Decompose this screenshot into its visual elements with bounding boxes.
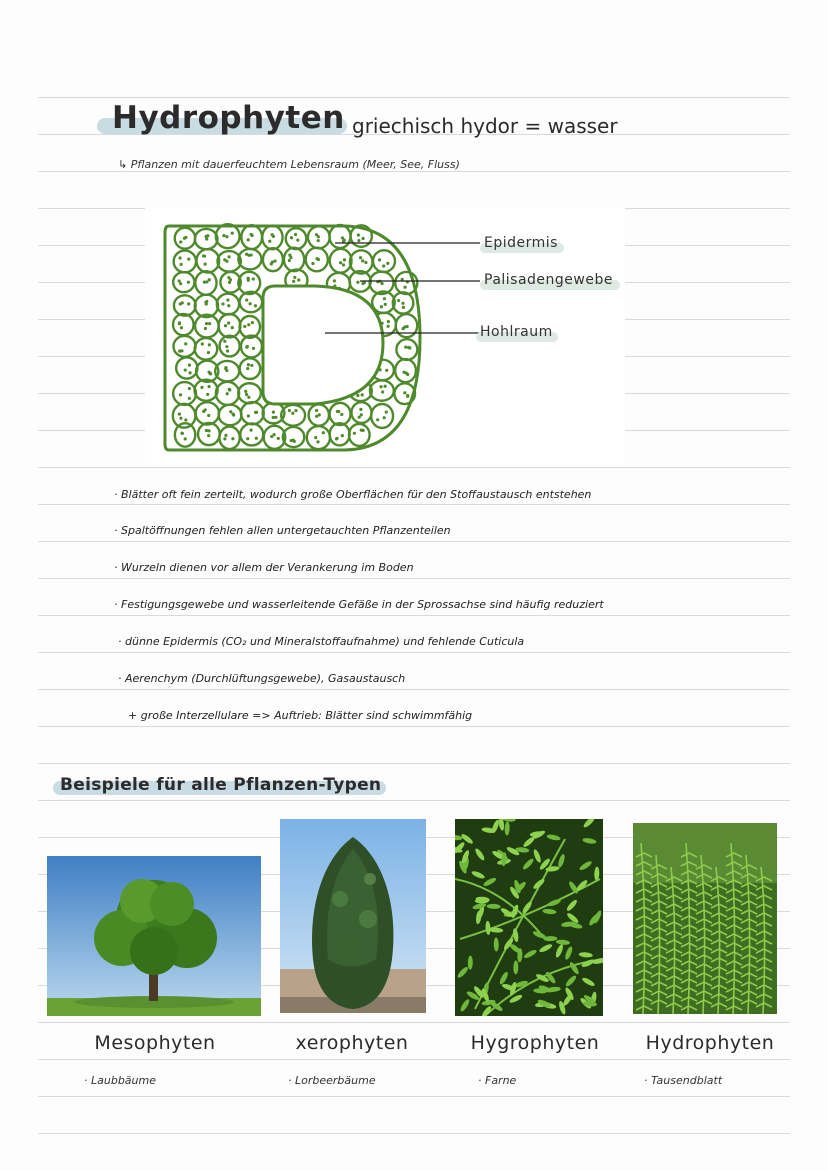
plant-cell — [196, 402, 219, 424]
chloroplast — [179, 417, 182, 420]
chloroplast — [208, 371, 211, 374]
plant-type-name: xerophyten — [295, 1032, 409, 1054]
plant-cell — [219, 426, 239, 449]
plant-cell — [173, 272, 194, 292]
plant-cell — [173, 382, 196, 405]
chloroplast — [184, 368, 187, 371]
chloroplast — [383, 297, 386, 300]
chloroplast — [205, 322, 208, 325]
chloroplast — [205, 237, 208, 240]
chloroplast — [206, 234, 209, 237]
chloroplast — [221, 302, 224, 305]
chloroplast — [252, 277, 255, 280]
chloroplast — [225, 235, 228, 238]
chloroplast — [403, 391, 406, 394]
plant-cell — [351, 402, 371, 423]
plant-type-example: · Laubbäume — [84, 1074, 156, 1087]
chloroplast — [231, 326, 234, 329]
plant-cell — [371, 404, 393, 428]
chloroplast — [339, 261, 342, 264]
note-item: · Aerenchym (Durchlüftungsgewebe), Gasaustausch — [118, 672, 406, 685]
chloroplast — [385, 411, 388, 414]
chloroplast — [184, 342, 187, 345]
plant-cell — [263, 248, 283, 271]
chloroplast — [201, 342, 204, 345]
plant-cell — [395, 359, 416, 382]
note-item: + große Interzellulare => Auftrieb: Blätter sind schwimmfähig — [128, 709, 473, 722]
plant-cell — [220, 336, 240, 357]
plant-cell — [238, 383, 261, 403]
chloroplast — [207, 385, 210, 388]
chloroplast — [178, 413, 181, 416]
chloroplast — [272, 411, 275, 414]
chloroplast — [250, 364, 253, 367]
chloroplast — [178, 256, 181, 259]
chloroplast — [293, 276, 296, 279]
label-palisade: Palisadengewebe — [484, 272, 613, 288]
chloroplast — [408, 346, 411, 349]
chloroplast — [359, 256, 362, 259]
chloroplast — [247, 414, 250, 417]
note-item: · Blätter oft fein zerteilt, wodurch große Oberflächen für den Stoffaustausch entstehen — [114, 488, 592, 501]
chloroplast — [226, 392, 229, 395]
chloroplast — [317, 239, 320, 242]
plant-cell — [329, 225, 350, 248]
chloroplast — [246, 437, 249, 440]
chloroplast — [226, 349, 229, 352]
chloroplast — [403, 286, 406, 289]
chloroplast — [318, 413, 321, 416]
chloroplast — [184, 437, 187, 440]
chloroplast — [254, 411, 257, 414]
chloroplast — [356, 394, 359, 397]
chloroplast — [341, 434, 344, 437]
plant-cell — [176, 357, 197, 378]
plant-cell — [284, 248, 304, 272]
plant-cell — [174, 295, 196, 315]
chloroplast — [255, 437, 258, 440]
chloroplast — [208, 343, 211, 346]
chloroplast — [205, 429, 208, 432]
chloroplast — [244, 390, 247, 393]
chloroplast — [383, 416, 386, 419]
chloroplast — [341, 236, 344, 239]
chloroplast — [268, 240, 271, 243]
chloroplast — [179, 282, 182, 285]
chloroplast — [247, 323, 250, 326]
plant-cell — [330, 423, 350, 445]
plant-type-example: · Tausendblatt — [644, 1074, 723, 1087]
rule-line — [38, 171, 790, 172]
chloroplast — [405, 372, 408, 375]
chloroplast — [380, 305, 383, 308]
chloroplast — [187, 281, 190, 284]
chloroplast — [208, 278, 211, 281]
chloroplast — [401, 302, 404, 305]
photo-water-milfoil — [633, 823, 777, 1014]
chloroplast — [188, 387, 191, 390]
chloroplast — [273, 259, 276, 262]
chloroplast — [226, 298, 229, 301]
chloroplast — [207, 434, 210, 437]
chloroplast — [247, 396, 250, 399]
chloroplast — [251, 234, 254, 237]
rule-line — [38, 97, 790, 98]
chloroplast — [315, 233, 318, 236]
plant-cell — [349, 424, 370, 446]
chloroplast — [225, 345, 228, 348]
rule-line — [38, 615, 790, 616]
chloroplast — [337, 410, 340, 413]
rule-line — [38, 1022, 790, 1023]
chloroplast — [294, 409, 297, 412]
chloroplast — [291, 412, 294, 415]
page-subtitle: griechisch hydor = wasser — [352, 114, 618, 138]
chloroplast — [249, 429, 252, 432]
chloroplast — [381, 390, 384, 393]
chloroplast — [251, 321, 254, 324]
chloroplast — [353, 432, 356, 435]
chloroplast — [406, 394, 409, 397]
chloroplast — [376, 418, 379, 421]
plant-cell — [396, 339, 417, 360]
plant-cell — [173, 336, 195, 357]
chloroplast — [179, 263, 182, 266]
chloroplast — [387, 320, 390, 323]
label-epidermis: Epidermis — [484, 235, 558, 251]
chloroplast — [247, 254, 250, 257]
plant-cell — [330, 403, 351, 425]
chloroplast — [204, 262, 207, 265]
chloroplast — [184, 418, 187, 421]
label-cavity: Hohlraum — [480, 324, 553, 340]
chloroplast — [386, 262, 389, 265]
chloroplast — [288, 409, 291, 412]
plant-cell — [240, 358, 261, 379]
chloroplast — [294, 233, 297, 236]
rule-line — [38, 578, 790, 579]
chloroplast — [380, 282, 383, 285]
chloroplast — [222, 234, 225, 237]
chloroplast — [382, 264, 385, 267]
rule-line — [38, 504, 790, 505]
rule-line — [38, 652, 790, 653]
chloroplast — [317, 258, 320, 261]
chloroplast — [246, 367, 249, 370]
plant-cell — [241, 225, 262, 249]
plant-cell — [370, 380, 394, 400]
chloroplast — [200, 386, 203, 389]
chloroplast — [277, 437, 280, 440]
plant-type-name: Hygrophyten — [470, 1032, 600, 1054]
plant-cell — [307, 426, 330, 449]
plant-type-example: · Lorbeerbäume — [288, 1074, 376, 1087]
chloroplast — [364, 261, 367, 264]
chloroplast — [207, 429, 210, 432]
chloroplast — [290, 236, 293, 239]
chloroplast — [292, 280, 295, 283]
chloroplast — [207, 414, 210, 417]
chloroplast — [202, 410, 205, 413]
chloroplast — [378, 258, 381, 261]
chloroplast — [227, 304, 230, 307]
chloroplast — [224, 367, 227, 370]
chloroplast — [296, 238, 299, 241]
plant-type-name: Hydrophyten — [645, 1032, 775, 1054]
chloroplast — [223, 258, 226, 261]
chloroplast — [384, 303, 387, 306]
plant-cell — [195, 338, 218, 360]
chloroplast — [245, 346, 248, 349]
chloroplast — [206, 393, 209, 396]
rule-line — [38, 467, 790, 468]
rule-line — [38, 800, 790, 801]
plant-cell — [373, 250, 395, 272]
chloroplast — [223, 340, 226, 343]
photo-deciduous-tree — [47, 856, 261, 1016]
chloroplast — [247, 277, 250, 280]
chloroplast — [316, 440, 319, 443]
chloroplast — [343, 258, 346, 261]
plant-cell — [240, 423, 263, 445]
plant-cell — [173, 314, 194, 335]
chloroplast — [402, 306, 405, 309]
chloroplast — [223, 437, 226, 440]
chloroplast — [180, 349, 183, 352]
plant-cell — [241, 402, 264, 424]
rule-line — [38, 689, 790, 690]
chloroplast — [384, 385, 387, 388]
chloroplast — [403, 325, 406, 328]
chloroplast — [404, 345, 407, 348]
fern-leaflet — [475, 899, 489, 904]
chloroplast — [243, 325, 246, 328]
chloroplast — [361, 282, 364, 285]
chloroplast — [385, 369, 388, 372]
rule-line — [38, 1096, 790, 1097]
chloroplast — [297, 278, 300, 281]
chloroplast — [231, 231, 234, 234]
chloroplast — [361, 393, 364, 396]
rule-line — [38, 726, 790, 727]
chloroplast — [270, 262, 273, 265]
chloroplast — [333, 279, 336, 282]
chloroplast — [356, 281, 359, 284]
photo-ferns — [455, 819, 603, 1016]
chloroplast — [227, 276, 230, 279]
chloroplast — [207, 351, 210, 354]
chloroplast — [340, 413, 343, 416]
chloroplast — [231, 413, 234, 416]
chloroplast — [188, 397, 191, 400]
chloroplast — [361, 259, 364, 262]
chloroplast — [272, 235, 275, 238]
rule-line — [38, 763, 790, 764]
chloroplast — [249, 302, 252, 305]
plant-cell — [330, 249, 352, 273]
chloroplast — [187, 258, 190, 261]
chloroplast — [188, 371, 191, 374]
chloroplast — [245, 393, 248, 396]
cavity-outline — [263, 286, 383, 404]
plant-cell — [217, 251, 240, 272]
chloroplast — [231, 437, 234, 440]
chloroplast — [224, 324, 227, 327]
definition-text: ↳ Pflanzen mit dauerfeuchtem Lebensraum (Meer, See, Fluss) — [118, 158, 460, 171]
plant-cell — [219, 314, 241, 337]
chloroplast — [180, 326, 183, 329]
chloroplast — [387, 325, 390, 328]
chloroplast — [254, 304, 257, 307]
chloroplast — [179, 393, 182, 396]
chloroplast — [360, 413, 363, 416]
chloroplast — [208, 322, 211, 325]
plant-cell — [217, 294, 239, 315]
chloroplast — [247, 238, 250, 241]
chloroplast — [229, 410, 232, 413]
chloroplast — [179, 240, 182, 243]
chloroplast — [379, 385, 382, 388]
chloroplast — [178, 322, 181, 325]
chloroplast — [227, 321, 230, 324]
chloroplast — [314, 436, 317, 439]
chloroplast — [247, 363, 250, 366]
plant-cell — [286, 228, 307, 249]
examples-title: Beispiele für alle Pflanzen-Typen — [60, 775, 382, 795]
chloroplast — [397, 299, 400, 302]
plant-type-example: · Farne — [478, 1074, 517, 1087]
rule-line — [38, 1059, 790, 1060]
chloroplast — [311, 262, 314, 265]
plant-type-name: Mesophyten — [94, 1032, 216, 1054]
chloroplast — [362, 429, 365, 432]
chloroplast — [361, 237, 364, 240]
plant-cell — [174, 251, 196, 273]
chloroplast — [342, 263, 345, 266]
chloroplast — [245, 298, 248, 301]
chloroplast — [227, 255, 230, 258]
page-title: Hydrophyten — [112, 100, 345, 136]
plant-cell — [219, 405, 242, 426]
chloroplast — [178, 279, 181, 282]
photo-laurel-tree — [280, 819, 426, 1013]
note-item: · Spaltöffnungen fehlen allen untergetauchten Pflanzenteilen — [114, 524, 451, 537]
chloroplast — [274, 416, 277, 419]
chloroplast — [187, 302, 190, 305]
note-item: · Wurzeln dienen vor allem der Verankerung im Boden — [114, 561, 414, 574]
chloroplast — [357, 239, 360, 242]
note-item: · Festigungsgewebe und wasserleitende Gefäße in der Sprossachse sind häufig reduziert — [114, 598, 604, 611]
chloroplast — [184, 236, 187, 239]
note-item: · dünne Epidermis (CO₂ und Mineralstoffaufnahme) und fehlende Cuticula — [118, 635, 525, 648]
chloroplast — [205, 302, 208, 305]
plant-cell — [197, 249, 220, 272]
chloroplast — [252, 347, 255, 350]
rule-line — [38, 541, 790, 542]
chloroplast — [289, 256, 292, 259]
chloroplast — [224, 434, 227, 437]
chloroplast — [293, 440, 296, 443]
chloroplast — [335, 437, 338, 440]
chloroplast — [322, 431, 325, 434]
chloroplast — [228, 281, 231, 284]
chloroplast — [188, 363, 191, 366]
chloroplast — [179, 302, 182, 305]
chloroplast — [270, 435, 273, 438]
chloroplast — [203, 281, 206, 284]
chloroplast — [357, 233, 360, 236]
rule-line — [38, 1133, 790, 1134]
chloroplast — [180, 432, 183, 435]
chloroplast — [359, 408, 362, 411]
chloroplast — [228, 388, 231, 391]
chloroplast — [202, 254, 205, 257]
chloroplast — [204, 327, 207, 330]
chloroplast — [288, 259, 291, 262]
chloroplast — [315, 409, 318, 412]
